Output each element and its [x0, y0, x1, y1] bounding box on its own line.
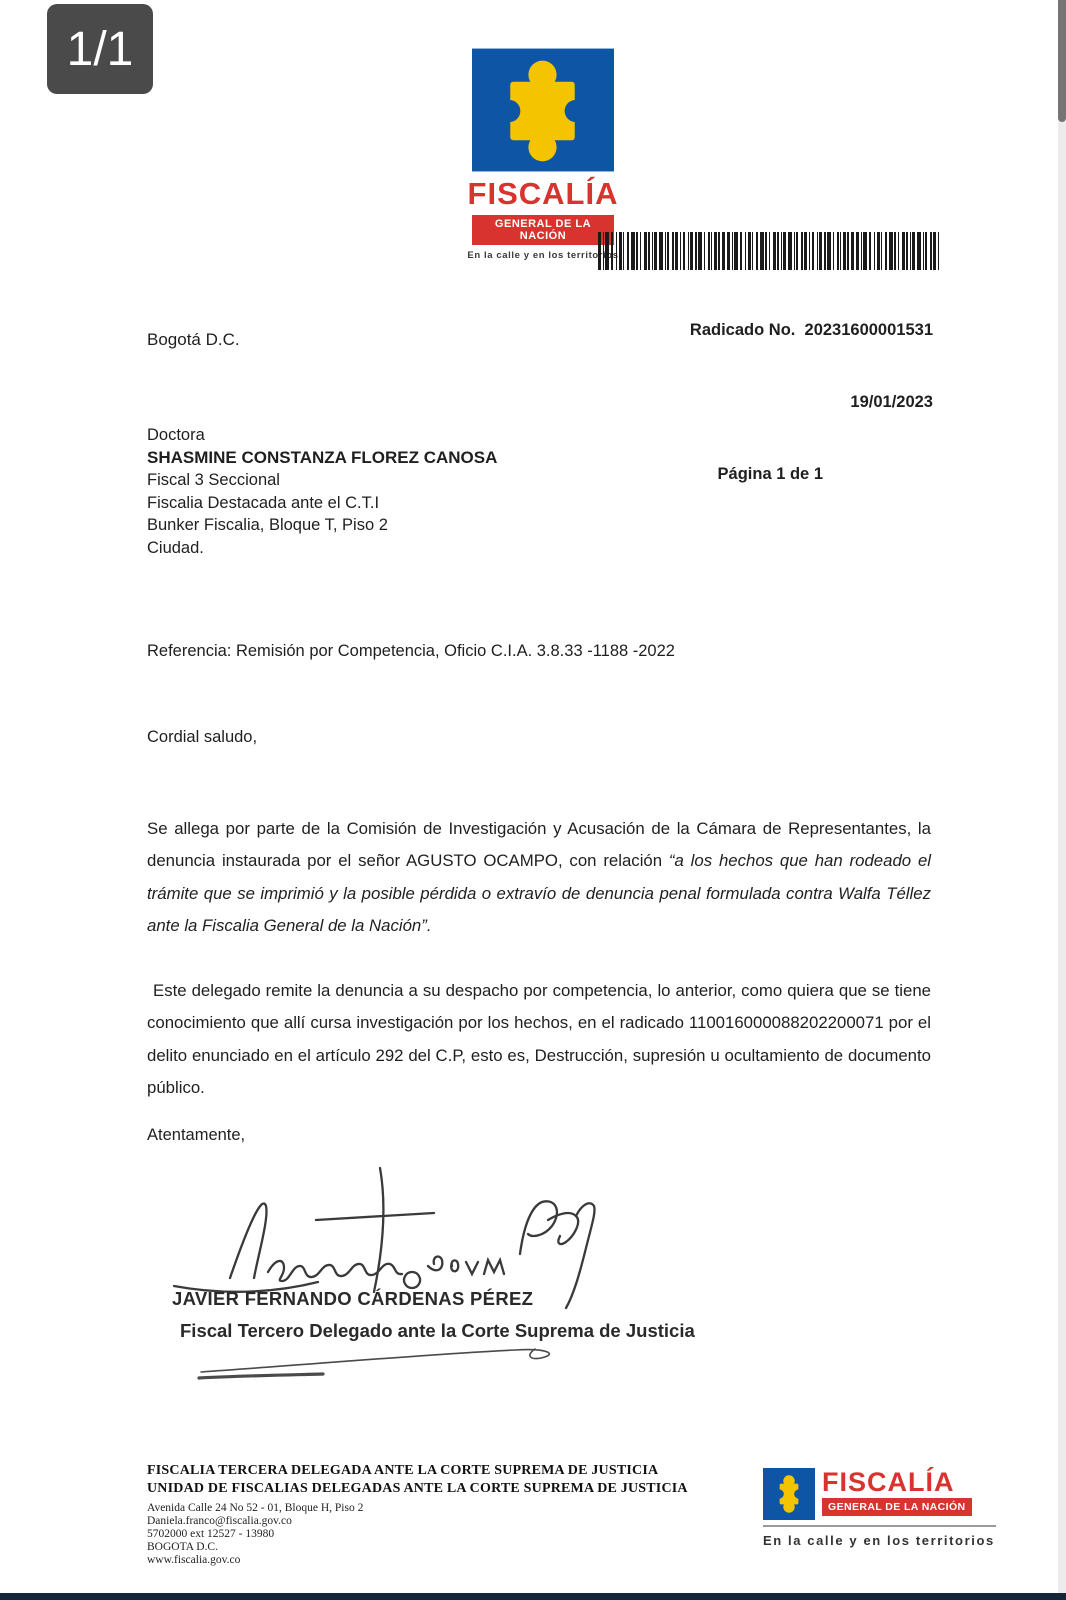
recipient-role: Fiscal 3 Seccional	[147, 471, 280, 489]
recipient-city: Ciudad.	[147, 538, 204, 557]
barcode	[598, 232, 940, 270]
page-indicator-label: 1/1	[66, 22, 134, 76]
footer-city: BOGOTA D.C.	[147, 1541, 218, 1553]
reference-line: Referencia: Remisión por Competencia, Oficio C.I.A. 3.8.33 -1188 -2022	[147, 642, 675, 660]
closing-line: Atentamente,	[147, 1126, 246, 1144]
footer-brand-block	[763, 1468, 999, 1548]
brand-name: FISCALÍA	[467, 176, 619, 211]
footer-office-line2: UNIDAD DE FISCALIAS DELEGADAS ANTE LA CORTE SUPREMA DE JUSTICIA	[147, 1481, 688, 1496]
footer-brand-name: FISCALÍA	[822, 1467, 955, 1497]
paragraph-1-text: Se allega por parte de la Comisión de Investigación y Acusación de la Cámara de Representantes, la denuncia instaurada por el señor AGUSTO OCAMPO, con relación	[147, 818, 931, 871]
footer-brand-tagline: En la calle y en los territorios	[763, 1533, 995, 1548]
recipient-address: Bunker Fiscalia, Bloque T, Piso 2	[147, 516, 388, 534]
scrollbar-track[interactable]	[1058, 0, 1066, 1600]
footer-office-line1: FISCALIA TERCERA DELEGADA ANTE LA CORTE SUPREMA DE JUSTICIA	[147, 1463, 659, 1478]
brand-tagline: En la calle y en los territorios	[467, 250, 619, 261]
header-brand-block	[458, 48, 628, 261]
scrollbar-thumb[interactable]	[1058, 0, 1066, 122]
footer-fiscalia-puzzle-logo-icon	[763, 1468, 815, 1520]
footer-email: Daniela.franco@fiscalia.gov.co	[147, 1515, 292, 1527]
footer-address: Avenida Calle 24 No 52 - 01, Bloque H, Piso 2	[147, 1502, 364, 1514]
page-count-label: Página 1 de 1	[717, 465, 823, 483]
radicado-date: 19/01/2023	[850, 393, 933, 411]
recipient-block	[147, 424, 497, 559]
paragraph-1-quote: “a los hechos que han rodeado el trámite que se imprimió y la posible pérdida o extravío de denuncia penal formulada contra Walfa Téllez ante la Fiscalia General de la Nación”.	[147, 851, 932, 936]
recipient-office: Fiscalia Destacada ante el C.T.I	[147, 493, 380, 512]
signature-flourish	[195, 1340, 615, 1385]
recipient-name: SHASMINE CONSTANZA FLOREZ CANOSA	[147, 447, 498, 467]
fiscalia-puzzle-logo-icon	[472, 48, 614, 172]
footer-website: www.fiscalia.gov.co	[147, 1554, 241, 1566]
brand-banner: GENERAL DE LA NACIÓN	[472, 215, 614, 245]
letter-city: Bogotá D.C.	[147, 330, 240, 349]
bottom-navy-bar	[0, 1593, 1066, 1600]
paragraph-2: Este delegado remite la denuncia a su despacho por competencia, lo anterior, como quiera que se tiene conocimiento que allí cursa investigación por los hechos, en el radicado 110016000088202200071 por el delito enunciado en el artículo 292 del C.P, esto es, Destrucción, supresión u ocultamiento de documento público.	[147, 980, 931, 1098]
paragraph-1	[147, 813, 931, 943]
footer-brand-divider	[763, 1525, 996, 1527]
page-indicator-badge	[47, 4, 153, 94]
footer-brand-banner: GENERAL DE LA NACIÓN	[822, 1498, 972, 1516]
recipient-salutation: Doctora	[147, 426, 205, 444]
signer-name: JAVIER FERNANDO CÁRDENAS PÉREZ	[172, 1288, 534, 1309]
radicado-number: Radicado No. 20231600001531	[689, 321, 933, 339]
radicado-meta-block	[690, 270, 933, 534]
signer-title: Fiscal Tercero Delegado ante la Corte Suprema de Justicia	[180, 1320, 695, 1341]
footer-phone: 5702000 ext 12527 - 13980	[147, 1528, 275, 1540]
footer-office-block	[147, 1462, 688, 1567]
greeting-line: Cordial saludo,	[147, 728, 258, 746]
